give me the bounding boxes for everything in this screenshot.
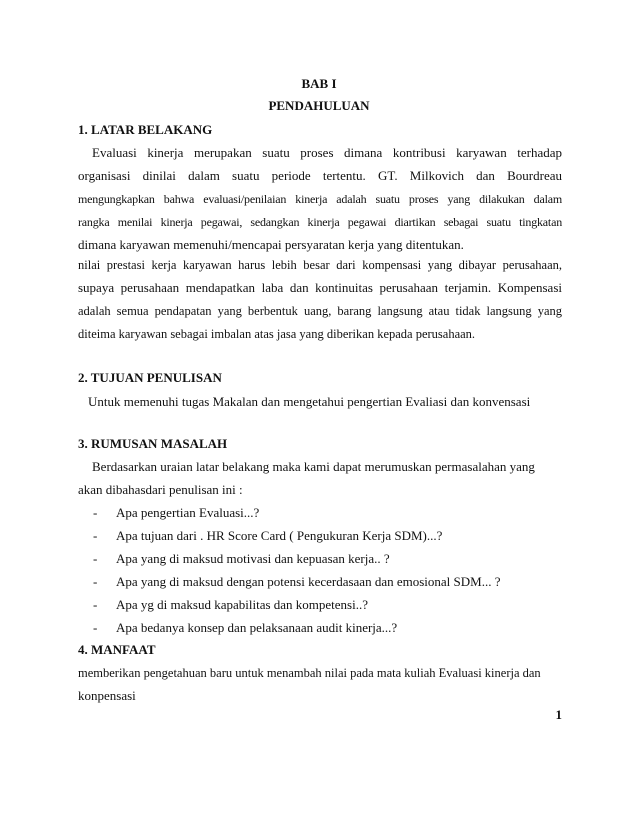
bullet-dash: - <box>93 597 98 612</box>
chapter-title: PENDAHULUAN <box>268 98 370 113</box>
section-heading-tujuan-penulisan: 2. TUJUAN PENULISAN <box>78 370 222 385</box>
bullet-dash: - <box>93 528 98 543</box>
paragraph-line: supaya perusahaan mendapatkan laba dan kontinuitas perusahaan terjamin. Kompensasi <box>78 280 562 295</box>
paragraph-line: rangka menilai kinerja pegawai, sedangkan kinerja pegawai diartikan sebagai suatu tingkatan <box>78 215 562 229</box>
section-heading-manfaat: 4. MANFAAT <box>78 642 156 657</box>
section-heading-latar-belakang: 1. LATAR BELAKANG <box>78 122 213 137</box>
paragraph-line: nilai prestasi kerja karyawan harus lebih besar dari kompensasi yang dibayar perusahaan, <box>78 258 562 272</box>
paragraph-line: Untuk memenuhi tugas Makalan dan mengetahui pengertian Evaliasi dan konvensasi <box>88 394 531 409</box>
paragraph-line: memberikan pengetahuan baru untuk menambah nilai pada mata kuliah Evaluasi kinerja dan <box>78 666 541 680</box>
section-heading-rumusan-masalah: 3. RUMUSAN MASALAH <box>78 436 228 451</box>
page-number: 1 <box>555 707 562 722</box>
bullet-dash: - <box>93 505 98 520</box>
paragraph-line: adalah semua pendapatan yang berbentuk uang, barang langsung atau tidak langsung yang <box>78 304 562 318</box>
chapter-number: BAB I <box>301 76 337 91</box>
bullet-dash: - <box>93 574 98 589</box>
paragraph-line: mengungkapkan bahwa evaluasi/penilaian kinerja adalah suatu proses yang dilakukan dalam <box>78 192 562 206</box>
paragraph-line: konpensasi <box>78 688 136 703</box>
paragraph-line: diteima karyawan sebagai imbalan atas jasa yang diberikan kepada perusahaan. <box>78 327 476 341</box>
bullet-dash: - <box>93 551 98 566</box>
paragraph-line: dimana karyawan memenuhi/mencapai persyaratan kerja yang ditentukan. <box>78 237 464 252</box>
paragraph-line: Evaluasi kinerja merupakan suatu proses dimana kontribusi karyawan terhadap <box>92 145 562 160</box>
bullet-dash: - <box>93 620 98 635</box>
document-page: BAB I PENDAHULUAN 1. LATAR BELAKANG Evaluasi kinerja merupakan suatu proses dimana kontribusi karyawan terhadap organisasi dinilai dalam suatu periode tertentu. GT. Milkovich dan Bourdreau mengungkapkan bahwa evaluasi/penilaian kinerja adalah suatu proses yang dilakukan dalam rangka menilai kinerja pegawai, sedangkan kinerja pegawai diartikan sebagai suatu tingkatan dimana karyawan memenuhi/mencapai persyaratan kerja yang ditentukan. nilai prestasi kerja karyawan harus lebih besar dari kompensasi yang dibayar perusahaan, supaya perusahaan mendapatkan laba dan kontinuitas perusahaan terjamin. Kompensasi adalah semua pendapatan yang berbentuk uang, barang langsung atau tidak langsung yang diteima karyawan sebagai imbalan atas jasa yang diberikan kepada perusahaan. 2. TUJUAN PENULISAN Untuk memenuhi tugas Makalan dan mengetahui pengertian Evaliasi dan konvensasi 3. RUMUSAN MASALAH Berdasarkan uraian latar belakang maka kami dapat merumuskan permasalahan yang akan dibahasdari penulisan ini : - Apa pengertian Evaluasi...? - Apa tujuan dari . HR Score Card ( Pengukuran Kerja SDM)...? - Apa yang di maksud motivasi dan kepuasan kerja.. ? - Apa yang di maksud dengan potensi kecerdasaan dan emosional SDM... ? - Apa yg di maksud kapabilitas dan kompetensi..? - Apa bedanya konsep dan pelaksanaan audit kinerja...? 4. MANFAAT memberikan pengetahuan baru untuk menambah nilai pada mata kuliah Evaluasi kinerja dan konpensasi 1 <box>0 0 638 826</box>
paragraph-line: akan dibahasdari penulisan ini : <box>78 482 243 497</box>
paragraph-line: Berdasarkan uraian latar belakang maka kami dapat merumuskan permasalahan yang <box>92 459 535 474</box>
paragraph-line: organisasi dinilai dalam suatu periode tertentu. GT. Milkovich dan Bourdreau <box>78 168 562 183</box>
